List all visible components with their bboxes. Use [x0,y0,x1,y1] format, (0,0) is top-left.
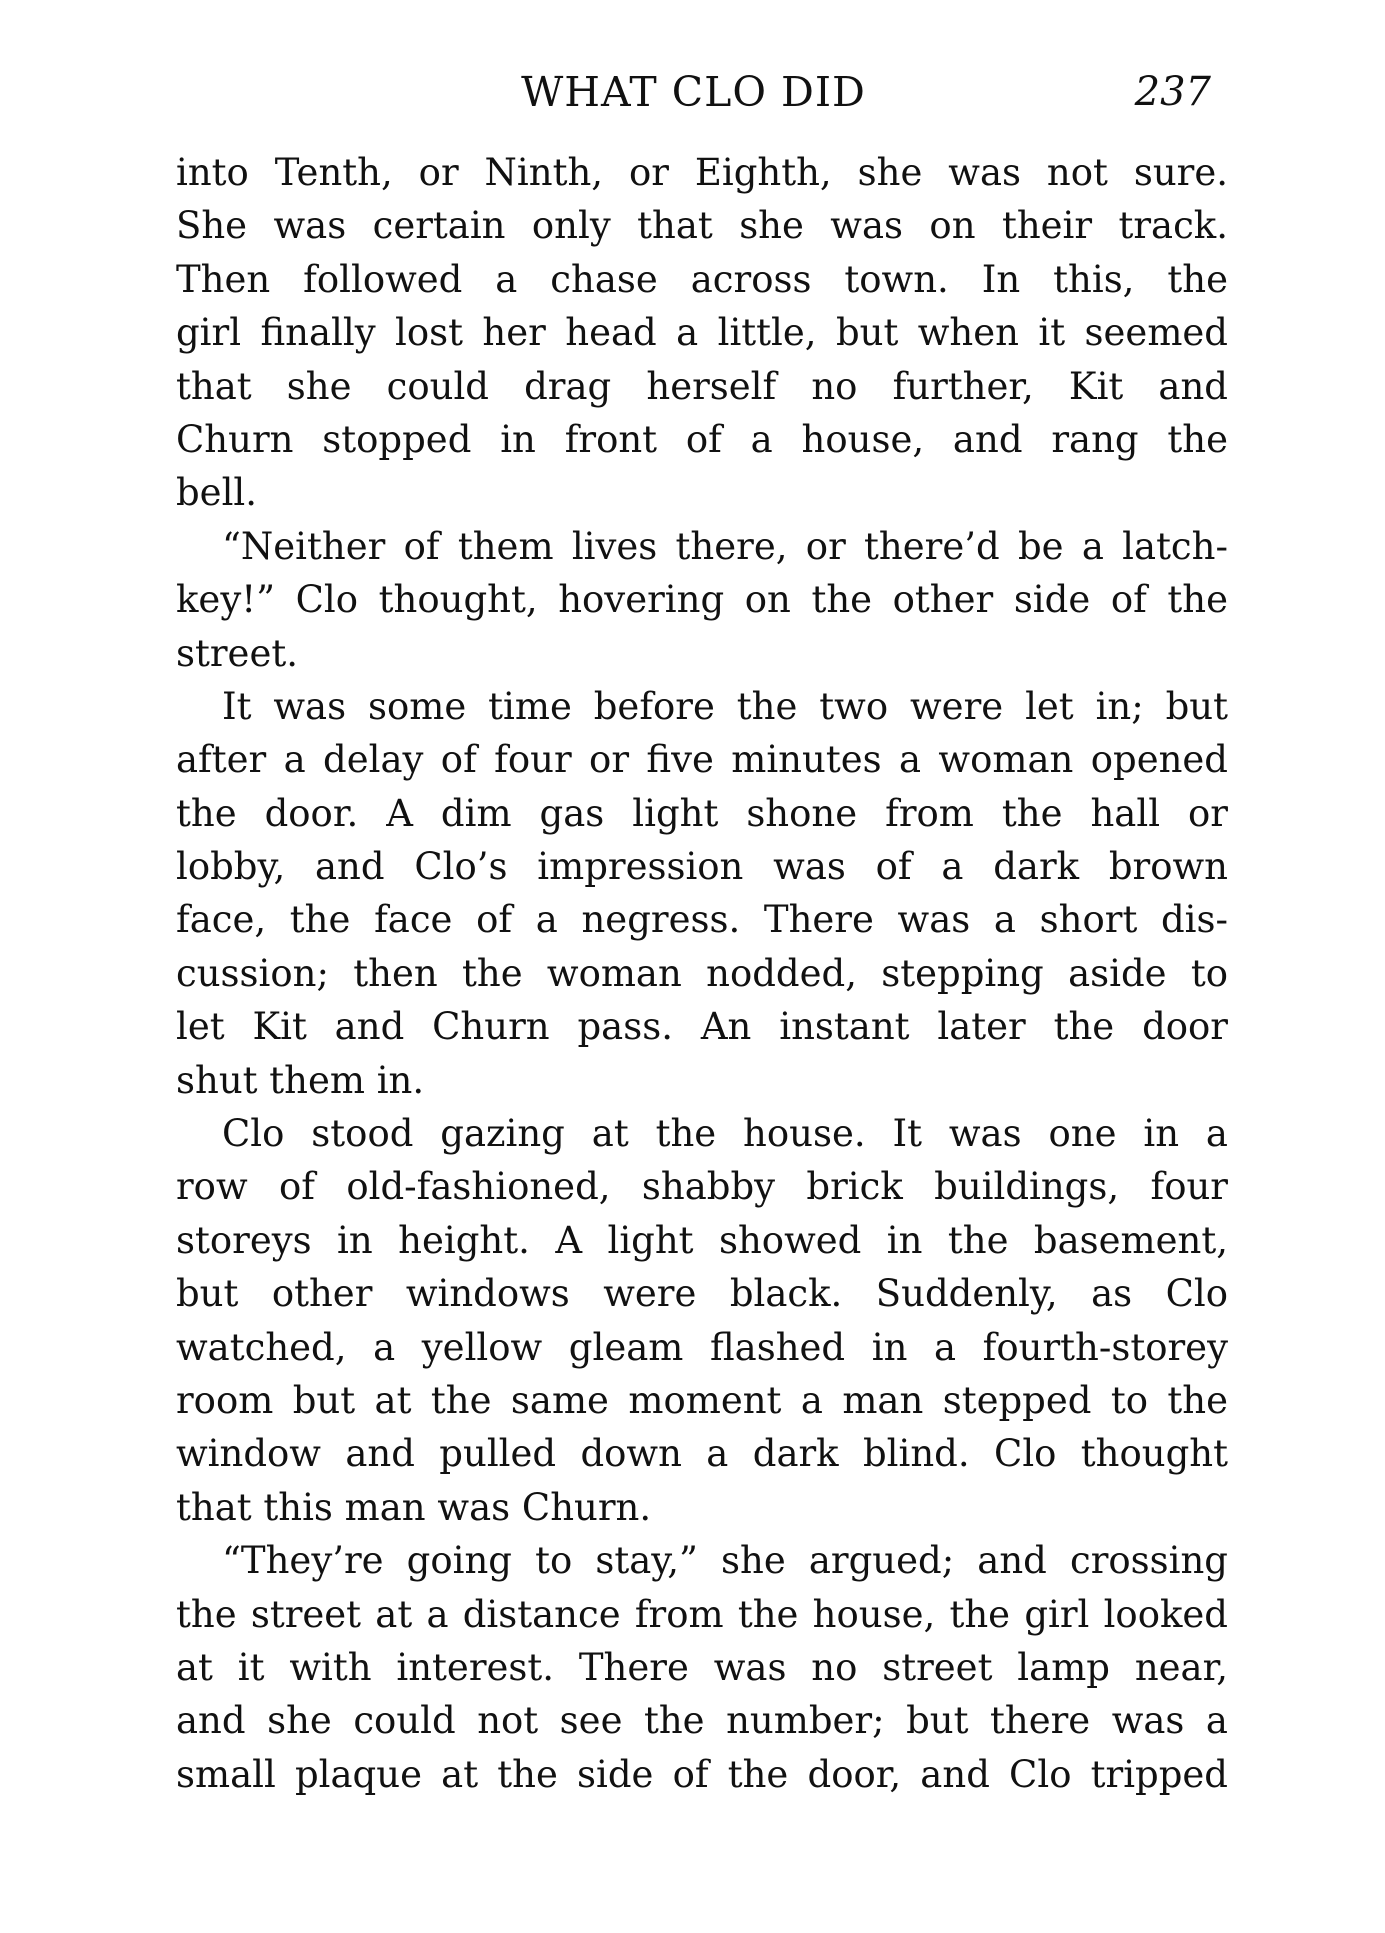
paragraph [176,680,1228,1107]
text-line: “Neither of them lives there, or there’d be a latch- [222,524,1228,568]
text-line: into Tenth, or Ninth, or Eighth, she was not sure. [176,151,1228,194]
text-line: watched, a yellow gleam flashed in a fourth-storey [176,1325,1228,1369]
text-line: small plaque at the side of the door, and Clo tripped [176,1752,1228,1796]
text-line: and she could not see the number; but there was a [176,1699,1228,1743]
body-text [176,146,1228,1801]
text-line: Churn stopped in front of a house, and rang the [176,417,1228,461]
text-line: row of old-fashioned, shabby brick buildings, four [176,1165,1228,1209]
running-head [176,62,1211,122]
text-line: Clo stood gazing at the house. It was one in a [222,1112,1228,1156]
chapter-title: WHAT CLO DID [521,68,866,116]
text-line: but other windows were black. Suddenly, as Clo [176,1272,1228,1316]
text-line: room but at the same moment a man stepped to the [176,1378,1228,1422]
paragraph [176,146,1228,520]
paragraph [176,1107,1228,1534]
text-line: window and pulled down a dark blind. Clo thought [176,1432,1228,1476]
text-line: face, the face of a negress. There was a short dis- [176,898,1228,942]
text-line: that she could drag herself no further, Kit and [176,364,1228,408]
text-line: street. [176,631,298,675]
text-line: cussion; then the woman nodded, stepping aside to [176,951,1228,995]
text-line: girl finally lost her head a little, but when it seemed [176,311,1228,355]
page-number: 237 [1134,69,1211,115]
text-line: lobby, and Clo’s impression was of a dark brown [176,845,1228,889]
paragraph [176,1534,1228,1801]
text-line: the street at a distance from the house, the girl looked [176,1592,1228,1636]
text-line: “They’re going to stay,” she argued; and crossing [222,1539,1228,1583]
text-line: It was some time before the two were let in; but [222,684,1228,728]
paragraph [176,520,1228,680]
text-line: Then followed a chase across town. In this, the [176,257,1228,301]
text-line: that this man was Churn. [176,1485,652,1529]
text-line: key!” Clo thought, hovering on the other side of the [176,578,1228,622]
text-line: after a delay of four or five minutes a woman opened [176,738,1228,782]
text-line: the door. A dim gas light shone from the hall or [176,791,1228,835]
text-line: let Kit and Churn pass. An instant later the door [176,1005,1228,1049]
text-line: She was certain only that she was on their track. [176,204,1228,248]
text-line: at it with interest. There was no street lamp near, [176,1645,1228,1689]
text-line: bell. [176,471,258,515]
text-line: shut them in. [176,1058,425,1102]
text-line: storeys in height. A light showed in the basement, [176,1218,1228,1262]
